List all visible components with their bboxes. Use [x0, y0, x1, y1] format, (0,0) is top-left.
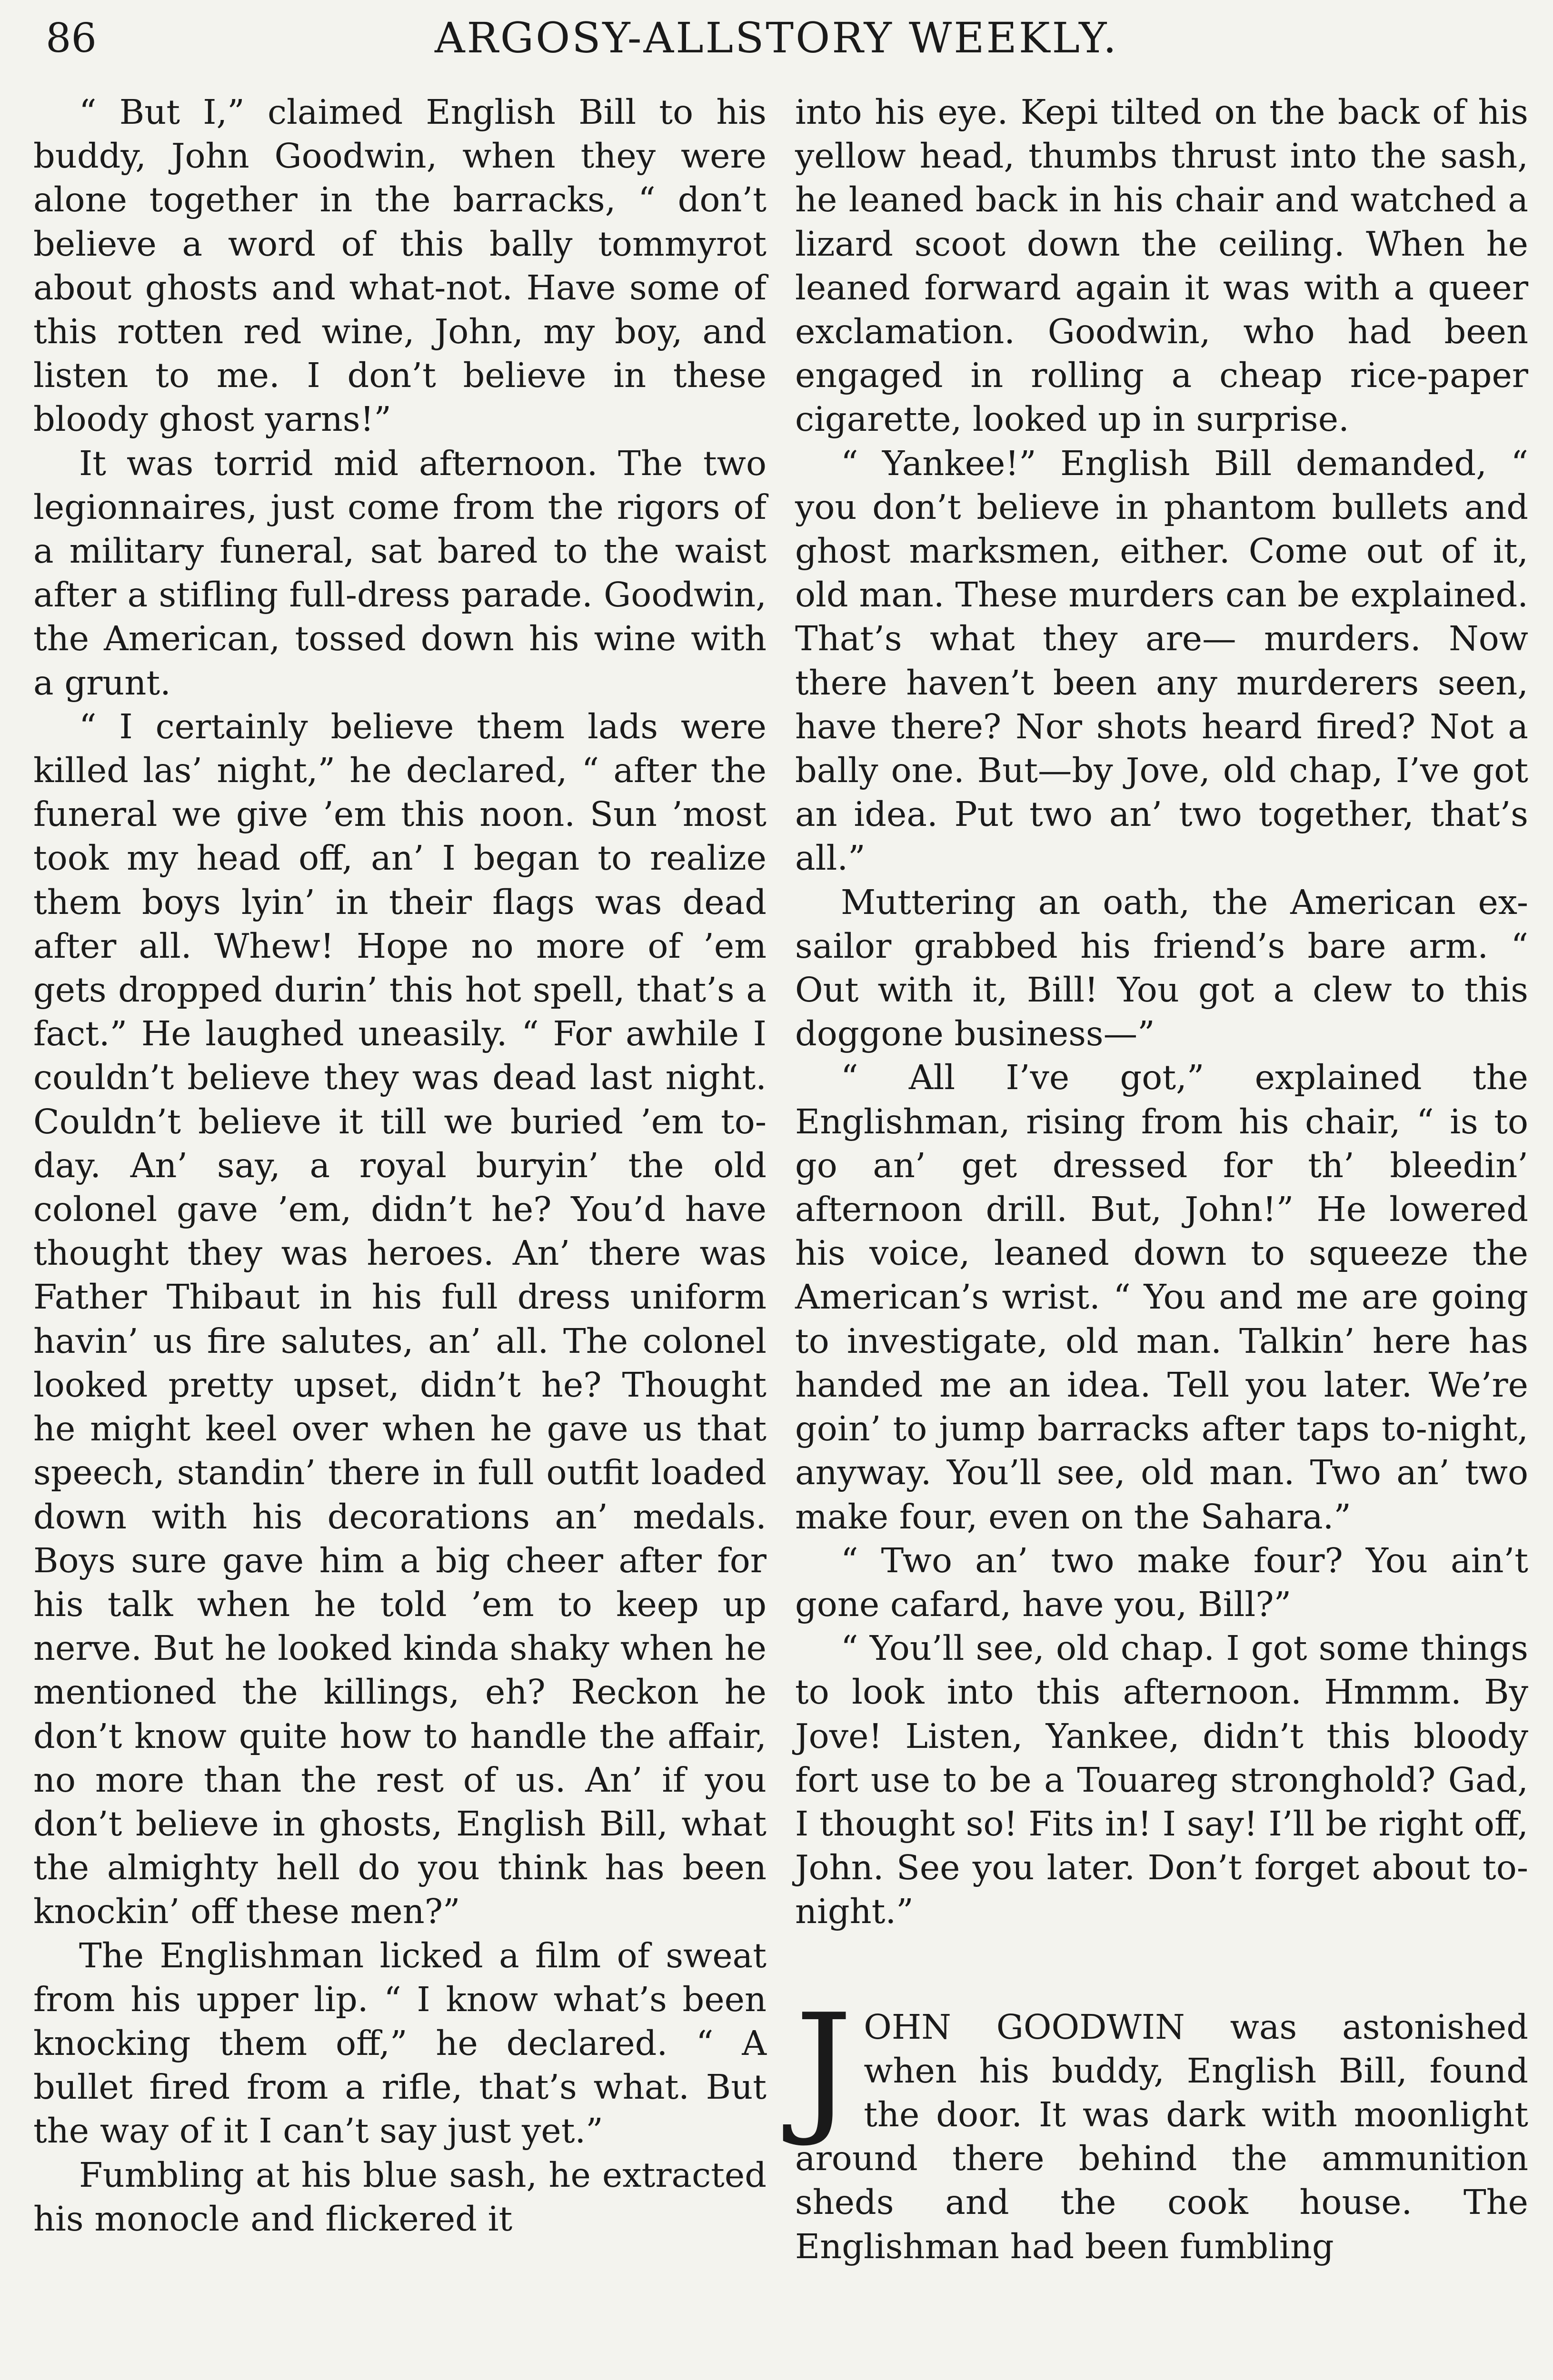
paragraph: “ All I’ve got,” explained the Englishman, rising from his chair, “ is to go an’ get dressed for th’ bleedin’ afternoon drill. But, John!” He lowered his voice, leaned down to squeeze the American’s wrist. “ You and me are going to investigate, old man. Talkin’ here has handed me an idea. Tell you later. We’re goin’ to jump barracks after taps to-night, anyway. You’ll see, old man. Two an’ two make four, even on the Sahara.” — [795, 1058, 1528, 1537]
paragraph-continuation: into his eye. Kepi tilted on the back of his yellow head, thumbs thrust into the sash, he leaned back in his chair and watched a lizard scoot down the ceiling. When he leaned forward again it was with a queer exclamation. Goodwin, who had been engaged in rolling a cheap rice-paper cigarette, looked up in surprise. — [795, 92, 1528, 439]
page-number: 86 — [46, 15, 97, 61]
paragraph: Muttering an oath, the American ex-sailor grabbed his friend’s bare arm. “ Out with it, Bill! You got a clew to this doggone business—” — [795, 882, 1528, 1054]
paragraph: “ You’ll see, old chap. I got some things to look into this afternoon. Hmmm. By Jove! Listen, Yankee, didn’t this bloody fort use to be a Touareg stronghold? Gad, I thought so! Fits in! I say! I’ll be right off, John. See you later. Don’t forget about to-night.” — [795, 1628, 1528, 1932]
right-column — [795, 90, 1528, 2269]
section-start-paragraph — [795, 1983, 1528, 2269]
paragraph: “ Yankee!” English Bill demanded, “ you don’t believe in phantom bullets and ghost marksmen, either. Come out of it, old man. These murders can be explained. That’s what they are— murders. Now there haven’t been any murderers seen, have there? Nor shots heard fired? Not a bally one. But—by Jove, old chap, I’ve got an idea. Put two an’ two together, that’s all.” — [795, 443, 1528, 878]
paragraph: “ Two an’ two make four? You ain’t gone cafard, have you, Bill?” — [795, 1540, 1528, 1624]
page-header — [46, 9, 1507, 66]
section-text: OHN GOODWIN was astonished when his buddy, English Bill, found the door. It was dark with moonlight around there behind the ammunition sheds and the cook house. The Englishman had been fumbling — [795, 2007, 1528, 2266]
left-column — [33, 90, 767, 2241]
paragraph: “ I certainly believe them lads were killed las’ night,” he declared, “ after the funeral we give ’em this noon. Sun ’most took my head off, an’ I began to realize them boys lyin’ in their flags was dead after all. Whew! Hope no more of ’em gets dropped durin’ this hot spell, that’s a fact.” He laughed uneasily. “ For awhile I couldn’t believe they was dead last night. Couldn’t believe it till we buried ’em to-day. An’ say, a royal buryin’ the old colonel gave ’em, didn’t he? You’d have thought they was heroes. An’ there was Father Thibaut in his full dress uniform havin’ us fire salutes, an’ all. The colonel looked pretty upset, didn’t he? Thought he might keel over when he gave us that speech, standin’ there in full outfit loaded down with his decorations an’ medals. Boys sure gave him a big cheer after for his talk when he told ’em to keep up nerve. But he looked kinda shaky when he mentioned the killings, eh? Reckon he don’t know quite how to handle the affair, no more than the rest of us. An’ if you don’t believe in ghosts, English Bill, what the almighty hell do you think has been knockin’ off these men?” — [33, 706, 767, 1932]
paragraph: The Englishman licked a film of sweat from his upper lip. “ I know what’s been knocking them off,” he declared. “ A bullet fired from a rifle, that’s what. But the way of it I can’t say just yet.” — [33, 1935, 767, 2151]
running-title: ARGOSY-ALLSTORY WEEKLY. — [434, 13, 1119, 62]
paragraph: It was torrid mid afternoon. The two legionnaires, just come from the rigors of a military funeral, sat bared to the waist after a stifling full-dress parade. Goodwin, the American, tossed down his wine with a grunt. — [33, 443, 767, 703]
paragraph: Fumbling at his blue sash, he extracted his monocle and flickered it — [33, 2155, 767, 2239]
paragraph: “ But I,” claimed English Bill to his buddy, John Goodwin, when they were alone together in the barracks, “ don’t believe a word of this bally tommyrot about ghosts and what-not. Have some of this rotten red wine, John, my boy, and listen to me. I don’t believe in these bloody ghost yarns!” — [33, 92, 767, 439]
drop-cap: J — [795, 1983, 853, 2150]
